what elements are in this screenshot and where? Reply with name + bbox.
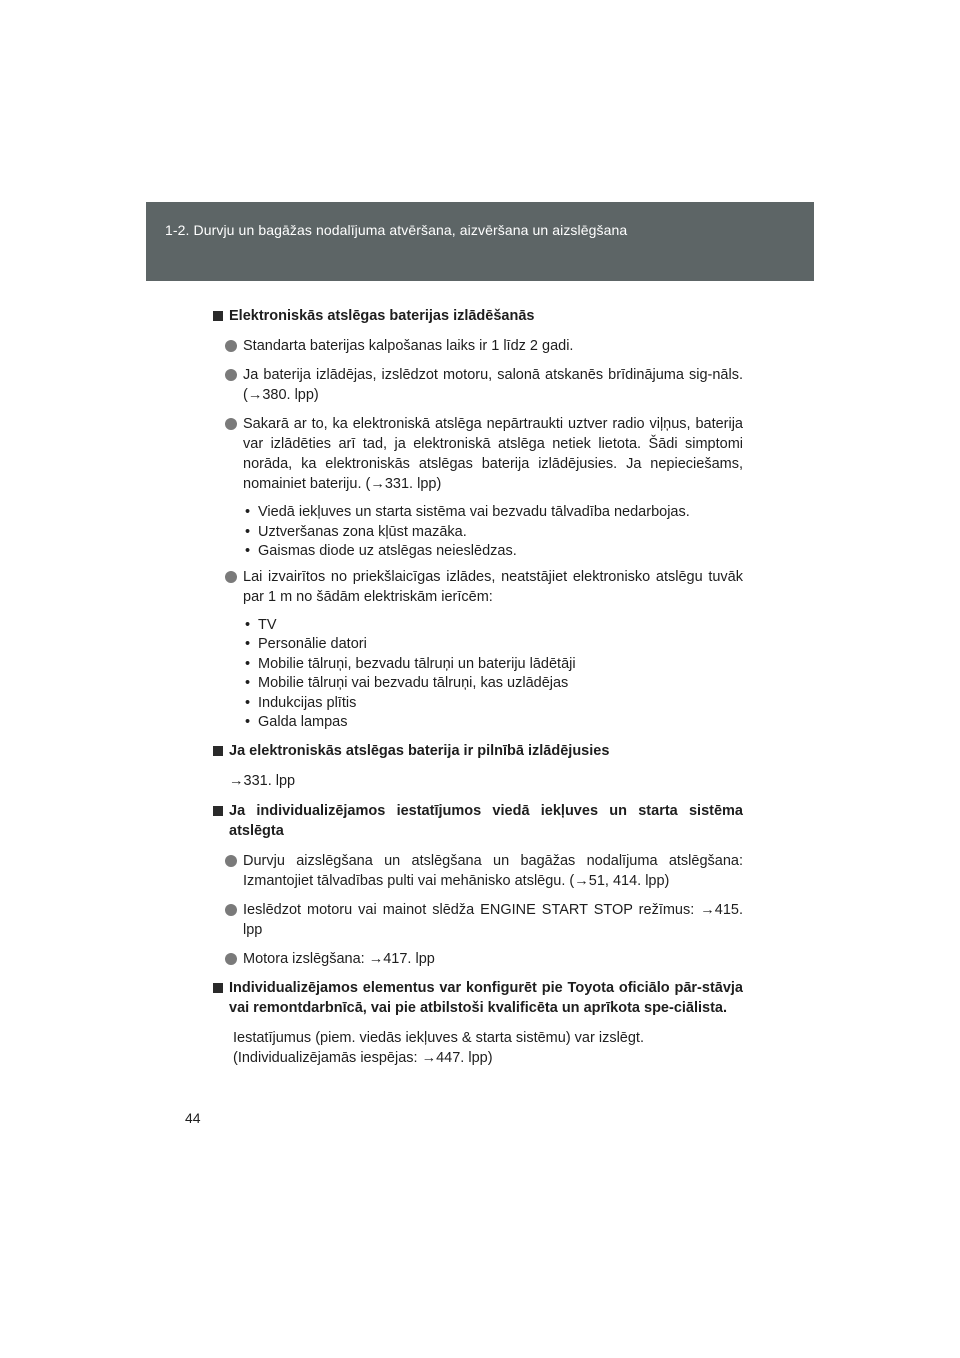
bullet-item: [213, 900, 743, 940]
page-number: 44: [185, 1110, 201, 1126]
list-item: • Viedā iekļuves un starta sistēma vai bezvadu tālvadība nedarbojas.: [245, 504, 690, 520]
list-item-text: Mobilie tālruņi vai bezvadu tālruņi, kas uzlādējas: [258, 675, 569, 691]
circle-bullet-icon: [225, 418, 237, 430]
bullet-item: [213, 851, 743, 891]
circle-bullet-icon: [225, 855, 237, 867]
bullet-text: Ieslēdzot motoru vai mainot slēdža ENGINE START STOP režīmus: →415. lpp: [243, 901, 743, 938]
list-item: • Mobilie tālruņi vai bezvadu tālruņi, kas uzlādējas: [245, 675, 569, 691]
list-item: • Uztveršanas zona kļūst mazāka.: [245, 523, 467, 540]
bullet-text: Motora izslēgšana: →417. lpp: [243, 950, 435, 967]
bullet-text: Lai izvairītos no priekšlaicīgas izlādes, neatstājiet elektronisko atslēgu tuvāk par 1 m no šādām elektriskām ierīcēm:: [243, 568, 743, 605]
list-item-text: Mobilie tālruņi, bezvadu tālruņi un bateriju lādētāji: [258, 655, 576, 672]
heading-text: Ja elektroniskās atslēgas baterija ir pilnībā izlādējusies: [229, 742, 610, 759]
page-content: [213, 306, 743, 1068]
heading-text: Elektroniskās atslēgas baterijas izlādēšanās: [229, 308, 535, 324]
device-list: [213, 616, 743, 733]
bullet-text: Ja baterija izlādējas, izslēdzot motoru, salonā atskanēs brīdinājuma sig-nāls. (→380. lpp): [243, 367, 743, 403]
bullet-item: [213, 336, 743, 356]
list-item-text: Gaismas diode uz atslēgas neieslēdzas.: [258, 543, 517, 559]
heading-text: Individualizējamos elementus var konfigurēt pie Toyota oficiālo pār-stāvja vai remontdarbnīcā, vai pie atbilstoši kvalificēta un aprīkota spe-ciālista.: [229, 979, 743, 1016]
heading-battery-depletion: [213, 306, 743, 326]
paragraph: Iestatījumus (piem. viedās iekļuves & starta sistēmu) var izslēgt.: [233, 1029, 644, 1046]
list-item: • Mobilie tālruņi, bezvadu tālruņi un bateriju lādētāji: [245, 655, 576, 672]
symptom-list: [213, 503, 743, 562]
list-item-text: Uztveršanas zona kļūst mazāka.: [258, 523, 467, 540]
square-bullet-icon: [213, 983, 223, 993]
page-reference: →331. lpp: [229, 772, 296, 789]
list-item-text: Indukcijas plītis: [258, 694, 357, 711]
section-title: 1-2. Durvju un bagāžas nodalījuma atvēršana, aizvēršana un aizslēgšana: [165, 222, 628, 238]
square-bullet-icon: [213, 806, 223, 816]
list-item: • Personālie datori: [245, 636, 367, 652]
square-bullet-icon: [213, 311, 223, 321]
heading-text: Ja individualizējamos iestatījumos viedā iekļuves un starta sistēma atslēgta: [229, 802, 743, 839]
circle-bullet-icon: [225, 953, 237, 965]
list-item: • TV: [245, 616, 277, 633]
circle-bullet-icon: [225, 571, 237, 583]
list-item: • Galda lampas: [245, 714, 348, 730]
bullet-item: [213, 414, 743, 494]
heading-battery-fully-depleted: [213, 741, 743, 761]
list-item: • Indukcijas plītis: [245, 694, 357, 711]
bullet-text: Sakarā ar to, ka elektroniskā atslēga nepārtraukti uztver radio viļņus, baterija var izlādēties arī tad, ja elektroniskā atslēga netiek lietota. Šādi simptomi norāda, ka elektroniskās atslēgas baterija izlādējusies. Ja nepieciešams, nomainiet bateriju. (→331. lpp): [243, 416, 743, 492]
circle-bullet-icon: [225, 340, 237, 352]
section-header-bar: [146, 202, 814, 281]
list-item-text: Galda lampas: [258, 714, 348, 730]
list-item-text: Viedā iekļuves un starta sistēma vai bezvadu tālvadība nedarbojas.: [258, 504, 690, 520]
bullet-item: [213, 567, 743, 607]
circle-bullet-icon: [225, 904, 237, 916]
list-item-text: Personālie datori: [258, 636, 367, 652]
bullet-item: [213, 949, 743, 969]
heading-smart-system-disabled: [213, 801, 743, 841]
list-item: • Gaismas diode uz atslēgas neieslēdzas.: [245, 543, 517, 559]
list-item-text: TV: [258, 616, 277, 633]
bullet-text: Standarta baterijas kalpošanas laiks ir 1 līdz 2 gadi.: [243, 338, 574, 354]
heading-customization: [213, 978, 743, 1018]
paragraph: (Individualizējamās iespējas: →447. lpp): [233, 1049, 493, 1066]
circle-bullet-icon: [225, 369, 237, 381]
square-bullet-icon: [213, 746, 223, 756]
bullet-item: [213, 365, 743, 405]
bullet-text: Durvju aizslēgšana un atslēgšana un bagāžas nodalījuma atslēgšana: Izmantojiet tālvadības pulti vai mehānisko atslēgu. (→51, 414. lpp): [243, 852, 743, 889]
